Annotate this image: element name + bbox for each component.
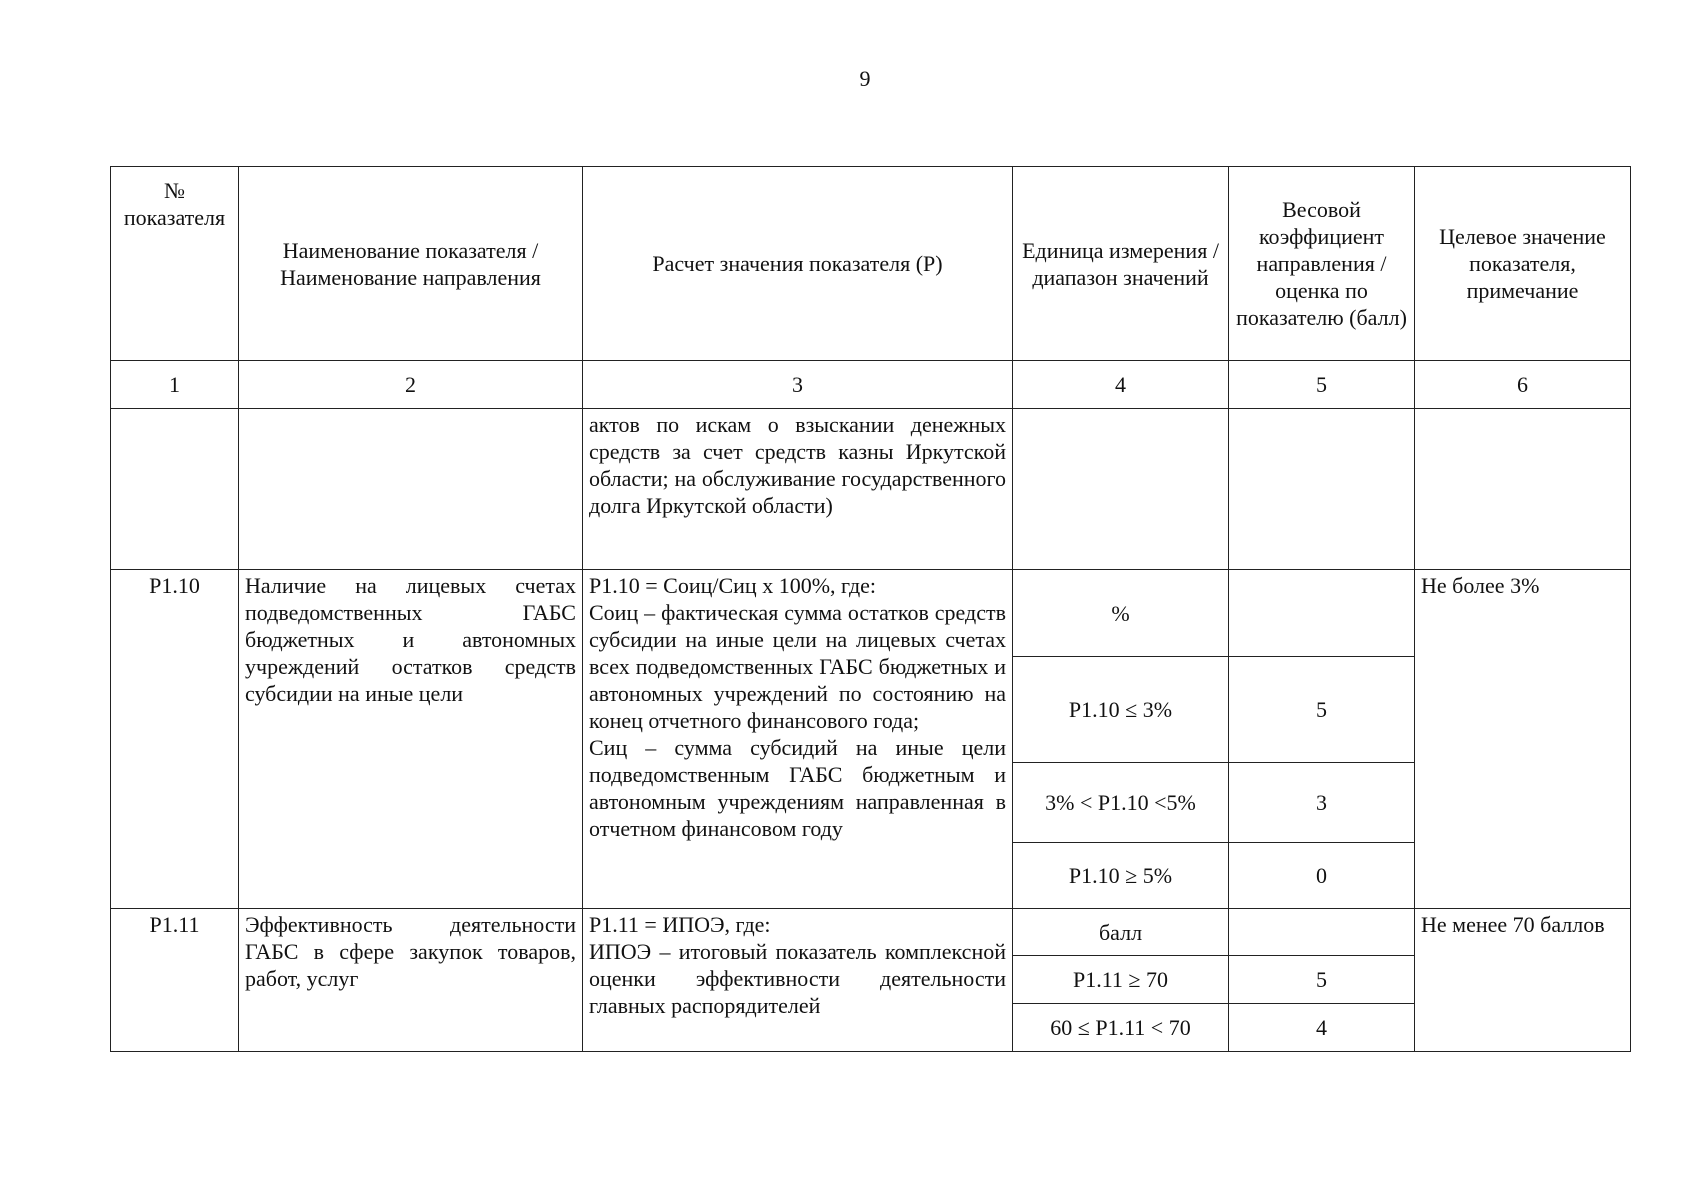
column-number-row — [111, 361, 1631, 409]
calc-formula: Р1.11 = ИПОЭ, где: — [589, 912, 771, 937]
range-score: 0 — [1229, 843, 1415, 909]
header-calculation: Расчет значения показателя (Р) — [583, 167, 1013, 361]
indicator-name: Наличие на лицевых счетах подведомственных ГАБС бюджетных и автономных учреждений остатков средств субсидии на иные цели — [239, 570, 583, 909]
unit-cell: % — [1013, 570, 1229, 657]
range-value: Р1.10 ≥ 5% — [1013, 843, 1229, 909]
range-score: 3 — [1229, 763, 1415, 843]
page-number: 9 — [859, 66, 871, 91]
indicator-row-p110 — [111, 570, 1631, 657]
column-number: 2 — [239, 361, 583, 409]
unit-cell: балл — [1013, 909, 1229, 956]
range-score: 5 — [1229, 657, 1415, 763]
range-value: Р1.10 ≤ 3% — [1013, 657, 1229, 763]
header-unit-range: Единица измерения / диапазон значений — [1013, 167, 1229, 361]
indicator-table-wrap — [110, 166, 1631, 1052]
header-indicator-number: № показателя — [111, 167, 239, 361]
column-number: 5 — [1229, 361, 1415, 409]
weight-cell — [1229, 909, 1415, 956]
calc-definition: Соиц – фактическая сумма остатков средств субсидии на иные цели на лицевых счетах всех подведомственных ГАБС бюджетных и автономных учреждений по состоянию на конец отчетного финансового года; — [589, 600, 1006, 733]
indicator-calculation — [583, 570, 1013, 909]
continuation-calc-cell: актов по искам о взыскании денежных средств за счет средств казны Иркутской области; на обслуживание государственного долга Иркутской области) — [583, 409, 1013, 570]
calc-definition: ИПОЭ – итоговый показатель комплексной оценки эффективности деятельности главных распорядителей — [589, 939, 1006, 1018]
indicator-id: Р1.10 — [111, 570, 239, 909]
continuation-id-cell — [111, 409, 239, 570]
range-value: Р1.11 ≥ 70 — [1013, 956, 1229, 1004]
indicator-name: Эффективность деятельности ГАБС в сфере закупок товаров, работ, услуг — [239, 909, 583, 1052]
indicator-row-p111 — [111, 909, 1631, 956]
indicator-table — [110, 166, 1631, 1052]
indicator-id: Р1.11 — [111, 909, 239, 1052]
continuation-score-cell — [1229, 409, 1415, 570]
indicator-calculation — [583, 909, 1013, 1052]
column-number: 4 — [1013, 361, 1229, 409]
header-indicator-name: Наименование показателя / Наименование направления — [239, 167, 583, 361]
column-number: 6 — [1415, 361, 1631, 409]
range-value: 3% < Р1.10 <5% — [1013, 763, 1229, 843]
continuation-row — [111, 409, 1631, 570]
column-number: 1 — [111, 361, 239, 409]
continuation-unit-cell — [1013, 409, 1229, 570]
header-target-note: Целевое значение показателя, примечание — [1415, 167, 1631, 361]
calc-definition: Сиц – сумма субсидий на иные цели подведомственным ГАБС бюджетным и автономным учреждениям направленная в отчетном финансовом году — [589, 735, 1006, 841]
range-value: 60 ≤ Р1.11 < 70 — [1013, 1004, 1229, 1052]
target-value: Не более 3% — [1415, 570, 1631, 909]
column-number: 3 — [583, 361, 1013, 409]
calc-formula: Р1.10 = Соиц/Сиц х 100%, где: — [589, 573, 877, 598]
continuation-name-cell — [239, 409, 583, 570]
header-row — [111, 167, 1631, 361]
header-weight-score: Весовой коэффициент направления / оценка по показателю (балл) — [1229, 167, 1415, 361]
target-value: Не менее 70 баллов — [1415, 909, 1631, 1052]
range-score: 4 — [1229, 1004, 1415, 1052]
range-score: 5 — [1229, 956, 1415, 1004]
weight-cell — [1229, 570, 1415, 657]
continuation-target-cell — [1415, 409, 1631, 570]
